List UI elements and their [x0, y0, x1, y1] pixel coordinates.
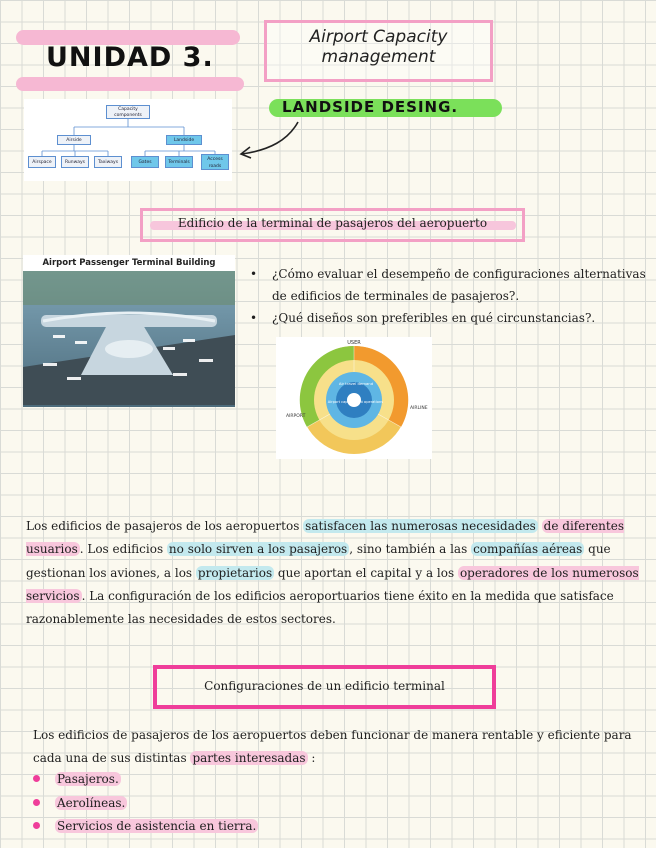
- para-highlight: partes interesadas: [192, 751, 306, 765]
- tree-landside-node: Landside: [166, 135, 202, 145]
- landside-tag: LANDSIDE DESING.: [282, 98, 459, 116]
- circle-label-airline: AIRLINE: [410, 406, 428, 411]
- para-text: que gestionan los aviones, a los: [26, 542, 611, 580]
- tree-root-node: Capacity components: [106, 105, 150, 119]
- stakeholder-circle-diagram: [276, 337, 432, 459]
- circle-center-top: Air travel demand: [338, 381, 374, 386]
- para-highlight: de diferentes usuarios: [26, 519, 624, 557]
- tree-airside-node: Airside: [57, 135, 91, 145]
- subtitle: [264, 27, 493, 67]
- para-highlight: no solo sirven a los pasajeros: [168, 542, 348, 557]
- questions-list: [256, 263, 654, 329]
- para-highlight: propietarios: [197, 565, 273, 580]
- tree-leaf-gates: Gates: [131, 156, 159, 168]
- stakeholder-label: Aerolíneas.: [57, 795, 126, 810]
- para-highlight: satisfacen las numerosas necesidades: [305, 519, 536, 533]
- circle-center-left: Airport capacity: [327, 400, 357, 404]
- arrow-doodle: [236, 118, 302, 160]
- tree-leaf-airspace: Airspace: [28, 156, 56, 168]
- para-highlight: compañías aéreas: [473, 542, 583, 557]
- para-text: :: [307, 751, 316, 765]
- circle-label-user: USER: [347, 340, 361, 346]
- stakeholders-list: [33, 768, 258, 839]
- stakeholder-label: Servicios de asistencia en tierra.: [57, 819, 257, 833]
- para-highlight: operadores de los numerosos servicios: [26, 565, 639, 603]
- terminal-illustration: [23, 255, 235, 407]
- terminal-photo: [23, 255, 235, 407]
- page-title: UNIDAD 3.: [46, 42, 214, 73]
- circle-diagram-graphic: [276, 337, 432, 459]
- stakeholder-item: [33, 792, 258, 816]
- tree-leaf-taxiways: Taxiways: [94, 156, 122, 168]
- section-heading-1: Edificio de la terminal de pasajeros del aeropuerto: [177, 216, 488, 230]
- circle-label-airport: AIRPORT: [286, 414, 306, 419]
- question-item: • ¿Cómo evaluar el desempeño de configuraciones alternativas de edificios de terminales de pasajeros?.: [256, 263, 654, 307]
- capacity-tree-diagram: [24, 99, 232, 181]
- stakeholder-item: [33, 815, 258, 839]
- intro-paragraph: [26, 515, 646, 631]
- para-text: . La configuración de los edificios aeroportuarios tiene éxito en la medida que satisface razonablemente las necesidades de estos sectores.: [26, 588, 614, 627]
- para-text: . Los edificios: [79, 542, 167, 557]
- photo-caption: Airport Passenger Terminal Building: [42, 258, 216, 268]
- circle-center-right: Flight operations: [352, 400, 384, 404]
- tree-leaf-terminals: Terminals: [165, 156, 193, 168]
- stakeholder-item: [33, 768, 258, 792]
- section-heading-2: Configuraciones de un edificio terminal: [204, 679, 445, 693]
- title-highlight-bottom: [16, 77, 244, 91]
- subtitle-line-2: management: [321, 47, 436, 67]
- para-text: que aportan el capital y a los: [274, 565, 458, 580]
- tree-leaf-runways: Runways: [61, 156, 89, 168]
- question-item: • ¿Qué diseños son preferibles en qué circunstancias?.: [256, 307, 654, 329]
- subtitle-line-1: Airport Capacity: [309, 27, 448, 47]
- tree-leaf-access-roads: Access roads: [201, 154, 229, 170]
- para-text: Los edificios de pasajeros de los aeropuertos deben funcionar de manera rentable y eficiente para cada una de sus distintas: [33, 728, 632, 765]
- para-text: , sino también a las: [349, 542, 472, 557]
- stakeholders-intro: [33, 724, 633, 770]
- stakeholder-label: Pasajeros.: [57, 772, 119, 786]
- para-text: Los edificios de pasajeros de los aeropuertos: [26, 519, 304, 533]
